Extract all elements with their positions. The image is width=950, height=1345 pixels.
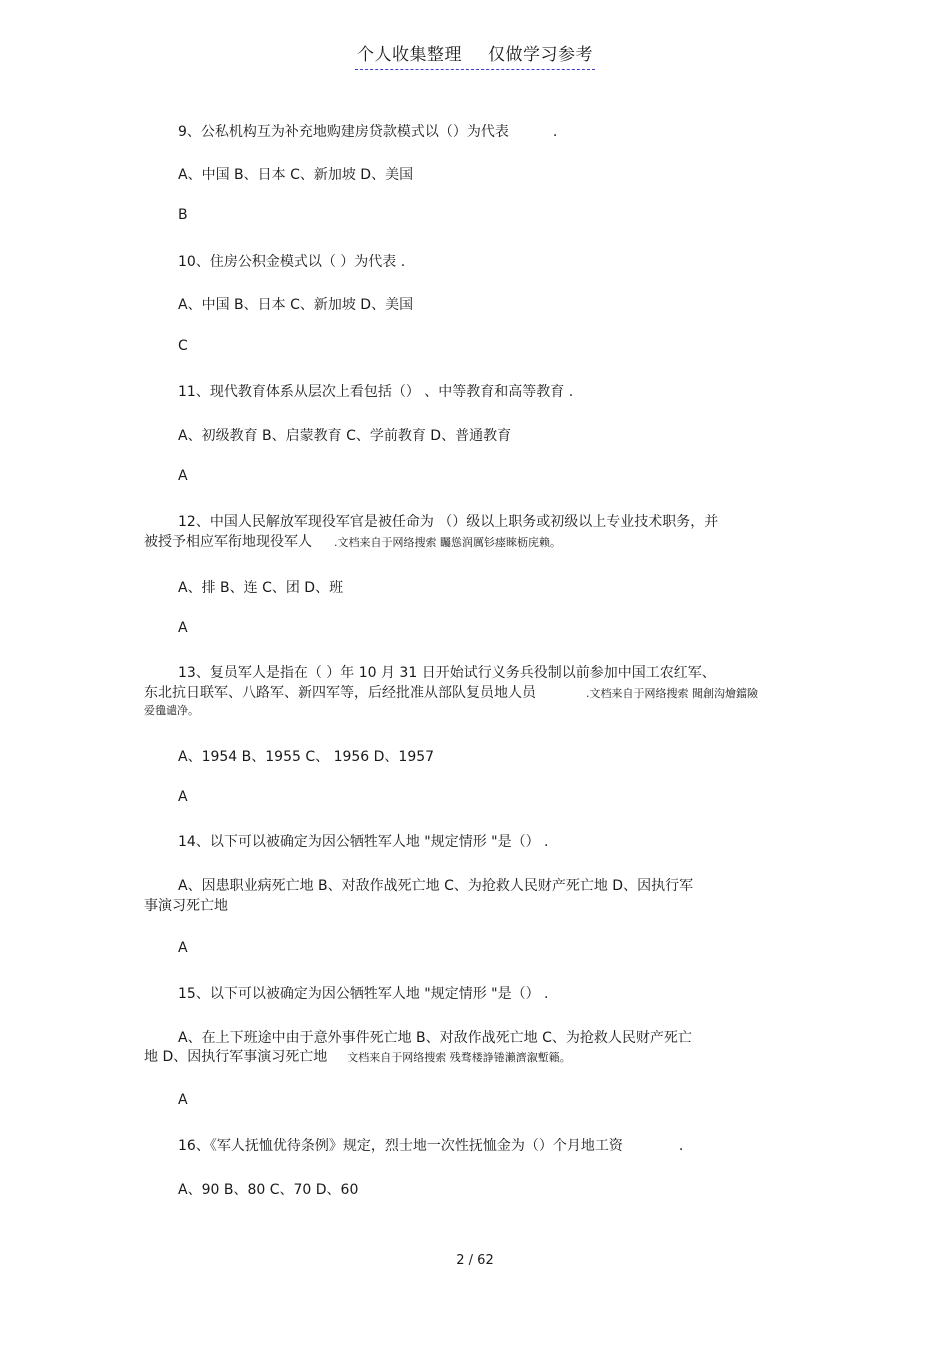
- question-15-options-line2: [144, 1046, 571, 1066]
- header-watermark: [355, 40, 595, 70]
- page-number: 2 / 62: [456, 1253, 494, 1268]
- page-header: [0, 40, 950, 70]
- question-12-answer: A: [178, 620, 188, 636]
- question-16-text: 16、《军人抚恤优待条例》规定，烈士地一次性抚恤金为（）个月地工资: [178, 1138, 623, 1154]
- question-12-stem-line1: 12、中国人民解放军现役军官是被任命为 （）级以上职务或初级以上专业技术职务，并: [178, 514, 719, 530]
- header-left-text: 个人收集整理: [357, 45, 462, 65]
- question-12-source-note: .文档来自于网络搜索 矚慫润厲钐瘗睞枥庑赖。: [334, 536, 561, 549]
- question-13-answer: A: [178, 789, 188, 805]
- question-12-stem-line2: [144, 531, 561, 551]
- question-10-stem: 10、住房公积金模式以（ ）为代表 .: [178, 254, 406, 270]
- question-15-stem: 15、以下可以被确定为因公牺牲军人地 "规定情形 "是（） .: [178, 986, 549, 1002]
- question-15-answer: A: [178, 1092, 188, 1108]
- question-15-source-note: 文档来自于网络搜索 残骛楼諍锩瀨濟溆塹籟。: [347, 1051, 571, 1064]
- question-14-answer: A: [178, 940, 188, 956]
- question-16-period: .: [678, 1138, 684, 1154]
- question-9-answer: B: [178, 207, 188, 223]
- question-13-source-note: .文档来自于网络搜索 聞創沟燴鐺險: [586, 687, 758, 700]
- question-9-period: .: [552, 124, 558, 140]
- question-11-stem: 11、现代教育体系从层次上看包括（） 、中等教育和高等教育 .: [178, 384, 574, 400]
- question-16-stem: [178, 1135, 683, 1155]
- question-13-stem-line2: [144, 682, 758, 702]
- question-11-options: A、初级教育 B、启蒙教育 C、学前教育 D、普通教育: [178, 428, 512, 444]
- question-15-options-line1: A、在上下班途中由于意外事件死亡地 B、对敌作战死亡地 C、为抢救人民财产死亡: [178, 1030, 692, 1046]
- question-9-text: 9、公私机构互为补充地购建房贷款模式以（）为代表: [178, 124, 509, 140]
- question-14-options-line2: 事演习死亡地: [144, 898, 228, 914]
- question-10-options: A、中国 B、日本 C、新加坡 D、美国: [178, 297, 414, 313]
- question-13-text: 东北抗日联军、八路军、新四军等，后经批准从部队复员地人员: [144, 685, 536, 701]
- question-9-options: A、中国 B、日本 C、新加坡 D、美国: [178, 167, 414, 183]
- question-9-stem: [178, 121, 557, 141]
- question-13-source-note-cont: 爱氇谴净。: [144, 704, 199, 717]
- question-15-options-text: 地 D、因执行军事演习死亡地: [144, 1049, 328, 1065]
- question-16-options: A、90 B、80 C、70 D、60: [178, 1182, 359, 1198]
- question-12-text: 被授予相应军衔地现役军人: [144, 534, 312, 550]
- question-13-options: A、1954 B、1955 C、 1956 D、1957: [178, 749, 435, 765]
- question-14-stem: 14、以下可以被确定为因公牺牲军人地 "规定情形 "是（） .: [178, 834, 549, 850]
- question-12-options: A、排 B、连 C、团 D、班: [178, 580, 344, 596]
- question-14-options-line1: A、因患职业病死亡地 B、对敌作战死亡地 C、为抢救人民财产死亡地 D、因执行军: [178, 878, 694, 894]
- question-11-answer: A: [178, 468, 188, 484]
- question-10-answer: C: [178, 338, 188, 354]
- header-right-text: 仅做学习参考: [488, 45, 593, 65]
- question-13-stem-line1: 13、复员军人是指在（ ）年 10 月 31 日开始试行义务兵役制以前参加中国工农红军、: [178, 665, 716, 681]
